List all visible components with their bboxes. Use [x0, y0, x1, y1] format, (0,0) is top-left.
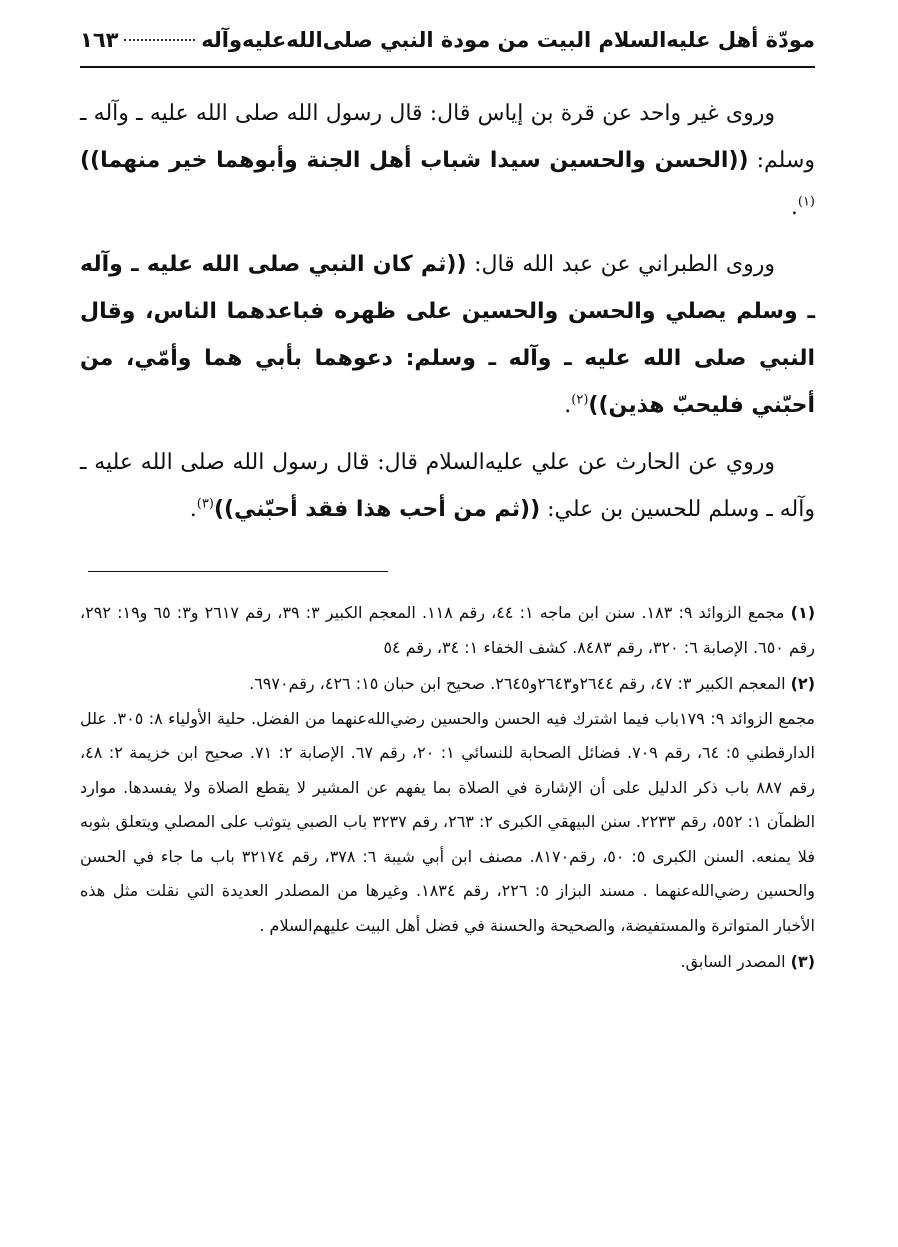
header-rule	[80, 66, 815, 68]
hadith-quote: ((ثم كان النبي صلى الله عليه ـ وآله ـ وسلم يصلي والحسن والحسين على ظهره فباعدهما الناس، وقال النبي صلى الله عليه ـ وآله ـ وسلم: دعوهما بأبي هما وأمّي، من أحبّني فليحبّ هذين))	[80, 252, 815, 418]
footnote-ref: (١)	[797, 194, 815, 210]
paragraph-2	[80, 241, 815, 429]
paragraph-1	[80, 90, 815, 231]
paragraph-tail: .	[790, 195, 798, 220]
footnote-ref: (٣)	[196, 496, 214, 512]
paragraph-tail: .	[189, 497, 197, 522]
page-number: ١٦٣	[80, 28, 119, 52]
book-page	[80, 28, 815, 982]
footnote-text: المصدر السابق.	[680, 952, 786, 971]
running-title: مودّة أهل عليه‌السلام البيت من مودة النبي صلى‌الله‌عليه‌وآله	[201, 28, 815, 52]
paragraph-3	[80, 439, 815, 533]
footnote-separator	[88, 571, 388, 572]
footnote-2	[80, 667, 815, 943]
footnotes	[80, 596, 815, 980]
footnote-marker: (٣)	[790, 952, 815, 971]
running-header	[80, 28, 815, 64]
hadith-quote: ((ثم من أحب هذا فقد أحبّني))	[213, 497, 541, 522]
paragraph-intro: وروى الطبراني عن عبد الله قال:	[466, 252, 775, 277]
footnote-text: مجمع الزوائد ٩: ١٨٣. سنن ابن ماجه ١: ٤٤، رقم ١١٨. المعجم الكبير ٣: ٣٩، رقم ٢٦١٧ و٣: ٦٥ و١٩: ٢٩٢، رقم ٦٥٠. الإصابة ٦: ٣٢٠، رقم ٨٤٨٣. كشف الخفاء ١: ٣٤، رقم ٥٤	[80, 603, 815, 657]
footnote-ref: (٢)	[571, 392, 589, 408]
paragraph-tail: .	[564, 393, 572, 418]
footnote-3	[80, 945, 815, 980]
footnote-text: المعجم الكبير ٣: ٤٧، رقم ٢٦٤٤و٢٦٤٣و٢٦٤٥. صحيح ابن حبان ١٥: ٤٢٦، رقم٦٩٧٠.	[249, 674, 786, 693]
paragraph-intro: وروي عن الحارث عن علي عليه‌السلام قال: قال رسول الله صلى الله عليه ـ وآله ـ وسلم للحسين بن علي:	[80, 450, 815, 522]
main-text	[80, 90, 815, 533]
footnote-marker: (١)	[790, 603, 816, 622]
footnote-1	[80, 596, 815, 665]
paragraph-intro: وروى غير واحد عن قرة بن إياس قال: قال رسول الله صلى الله عليه ـ وآله ـ وسلم:	[80, 101, 816, 173]
hadith-quote: ((الحسن والحسين سيدا شباب أهل الجنة وأبوهما خير منهما))	[80, 148, 749, 173]
footnote-marker: (٢)	[790, 674, 815, 693]
footnote-continuation: مجمع الزوائد ٩: ١٧٩باب فيما اشترك فيه الحسن والحسين رضي‌الله‌عنهما من الفضل. حلية الأولياء ٨: ٣٠٥. علل الدارقطني ٥: ٦٤، رقم ٧٠٩. فضائل الصحابة للنسائي ١: ٢٠، رقم ٦٧. الإصابة ٢: ٧١. صحيح ابن خزيمة ٢: ٤٨، رقم ٨٨٧ باب ذكر الدليل على أن الإشارة في الصلاة بما يفهم عن المشير لا يقطع الصلاة ولا يفسدها. موارد الظمآن ١: ٥٥٢، رقم ٢٢٣٣. سنن البيهقي الكبرى ٢: ٢٦٣، رقم ٣٢٣٧ باب الصبي يتوثب على المصلي ويتعلق بثوبه فلا يمنعه. السنن الكبرى ٥: ٥٠، رقم٨١٧٠. مصنف ابن أبي شيبة ٦: ٣٧٨، رقم ٣٢١٧٤ باب ما جاء في الحسن والحسين رضي‌الله‌عنهما . مسند البزاز ٥: ٢٢٦، رقم ١٨٣٤. وغيرها من المصلدر العديدة التي نقلت مثل هذه الأخبار المتواترة والمستفيضة، والصحيحة والحسنة في فضل أهل البيت عليهم‌السلام .	[80, 708, 816, 935]
header-leader-dots	[124, 39, 195, 41]
